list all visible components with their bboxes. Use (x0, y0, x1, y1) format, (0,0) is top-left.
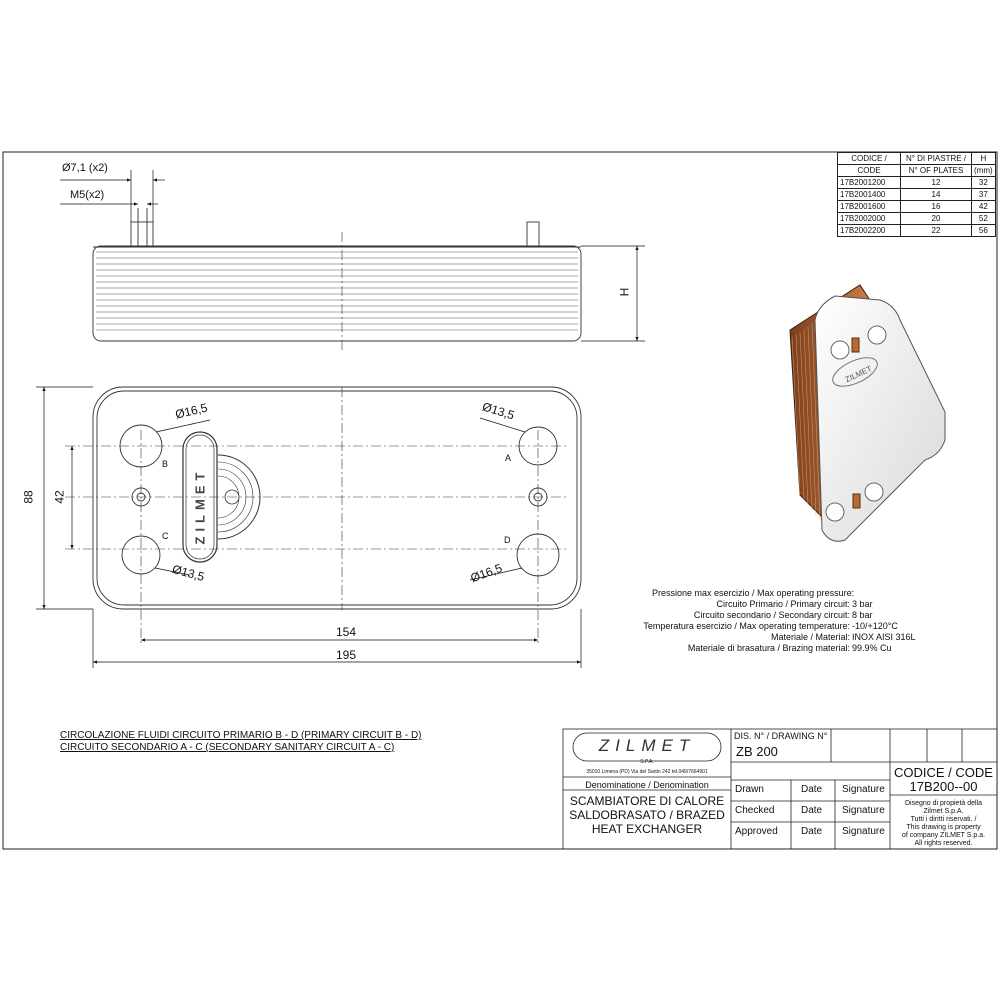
table-cell: 14 (901, 189, 972, 201)
side-view (93, 208, 581, 352)
front-logo: ZILMET (192, 467, 208, 545)
port-b-label: B (162, 459, 169, 469)
denomination-label: Denominatione / Denomination (585, 780, 709, 790)
property-line: All rights reserved. (914, 840, 973, 847)
property-line: Tutti i diritti riservati. / (910, 816, 977, 823)
denomination-line-1: SCAMBIATORE DI CALORE (569, 794, 725, 808)
signature-label: Signature (842, 805, 885, 816)
h-header: H (972, 153, 996, 165)
port-a-label: A (505, 453, 512, 463)
drawing-no: ZB 200 (736, 744, 778, 759)
dim-154: 154 (336, 625, 357, 639)
spec-label: Materiale di brasatura / Brazing material: (687, 643, 850, 653)
drawing-no-label: DIS. N° / DRAWING N° (734, 731, 828, 741)
note-primary: CIRCOLAZIONE FLUIDI CIRCUITO PRIMARIO B - D (PRIMARY CIRCUIT B - D) (60, 730, 422, 741)
checked-label: Checked (735, 805, 775, 816)
table-cell: 17B2001200 (838, 177, 901, 189)
iso-logo: ZILMET (843, 364, 874, 385)
isometric-view (790, 285, 945, 541)
denomination-line-2: SALDOBRASATO / BRAZED (569, 808, 725, 822)
code-value: 17B200--00 (909, 779, 978, 794)
table-cell: 17B2001600 (838, 201, 901, 213)
dim-port-a-diameter: Ø13,5 (480, 399, 517, 423)
plates-header: N° DI PIASTRE / (901, 153, 972, 165)
table-row (838, 225, 996, 237)
table-cell: 42 (972, 201, 996, 213)
table-cell: 22 (901, 225, 972, 237)
port-c-label: C (162, 531, 169, 541)
drawn-label: Drawn (735, 784, 764, 795)
dim-port-c-diameter: Ø13,5 (170, 562, 206, 584)
spec-label: Materiale / Material: (770, 632, 850, 642)
date-label: Date (801, 826, 823, 837)
table-cell: 20 (901, 213, 972, 225)
code-header: CODICE / (838, 153, 901, 165)
plates-header-en: N° OF PLATES (901, 165, 972, 177)
spec-value: 3 bar (852, 599, 873, 609)
specs-title: Pressione max esercizio / Max operating pressure: (652, 588, 855, 598)
dim-42: 42 (52, 490, 67, 504)
denomination-line-3: HEAT EXCHANGER (591, 822, 703, 836)
table-cell: 17B2002000 (838, 213, 901, 225)
signature-label: Signature (842, 784, 885, 795)
table-cell: 16 (901, 201, 972, 213)
title-logo: ZILMET (598, 736, 696, 755)
dim-port-d-diameter: Ø16,5 (468, 560, 505, 586)
table-row (838, 213, 996, 225)
spec-value: INOX AISI 316L (852, 632, 916, 642)
code-header-en: CODE (838, 165, 901, 177)
dim-height-h: H (617, 287, 632, 297)
spec-label: Circuito Primario / Primary circuit: (716, 599, 850, 609)
table-row (838, 201, 996, 213)
table-row (838, 177, 996, 189)
table-cell: 17B2002200 (838, 225, 901, 237)
dim-hole-diameter: Ø7,1 (x2) (62, 162, 108, 174)
property-line: of company ZILMET S.p.a. (901, 832, 986, 839)
code-table (837, 152, 996, 237)
table-cell: 52 (972, 213, 996, 225)
dim-88: 88 (21, 490, 36, 504)
date-label: Date (801, 784, 823, 795)
property-line: Disegno di propietà della (904, 800, 983, 807)
table-cell: 32 (972, 177, 996, 189)
code-label: CODICE / CODE (894, 765, 993, 780)
property-line: Zilmet S.p.A. (923, 808, 964, 815)
title-spa: S.P.A. (640, 759, 654, 765)
table-cell: 37 (972, 189, 996, 201)
dim-195: 195 (336, 648, 357, 662)
table-row (838, 189, 996, 201)
signature-label: Signature (842, 826, 885, 837)
property-notice-it (890, 800, 997, 848)
table-cell: 17B2001400 (838, 189, 901, 201)
spec-label: Temperatura esercizio / Max operating temperature: (643, 621, 850, 631)
spec-value: 99.9% Cu (852, 643, 892, 653)
spec-value: -10/+120°C (852, 621, 898, 631)
approved-label: Approved (735, 826, 778, 837)
property-line: This drawing is property (906, 824, 981, 831)
h-unit: (mm) (972, 165, 996, 177)
note-secondary: CIRCUITO SECONDARIO A - C (SECONDARY SANITARY CIRCUIT A - C) (60, 742, 395, 753)
table-cell: 56 (972, 225, 996, 237)
table-cell: 12 (901, 177, 972, 189)
spec-value: 8 bar (852, 610, 873, 620)
date-label: Date (801, 805, 823, 816)
spec-label: Circuito secondario / Secondary circuit: (693, 610, 850, 620)
title-address: 35010 Limena (PD) Via del Santo 242 tel.049/7664901 (586, 769, 708, 775)
dim-thread: M5(x2) (70, 189, 105, 201)
dim-port-b-diameter: Ø16,5 (173, 400, 209, 422)
port-d-label: D (504, 535, 511, 545)
